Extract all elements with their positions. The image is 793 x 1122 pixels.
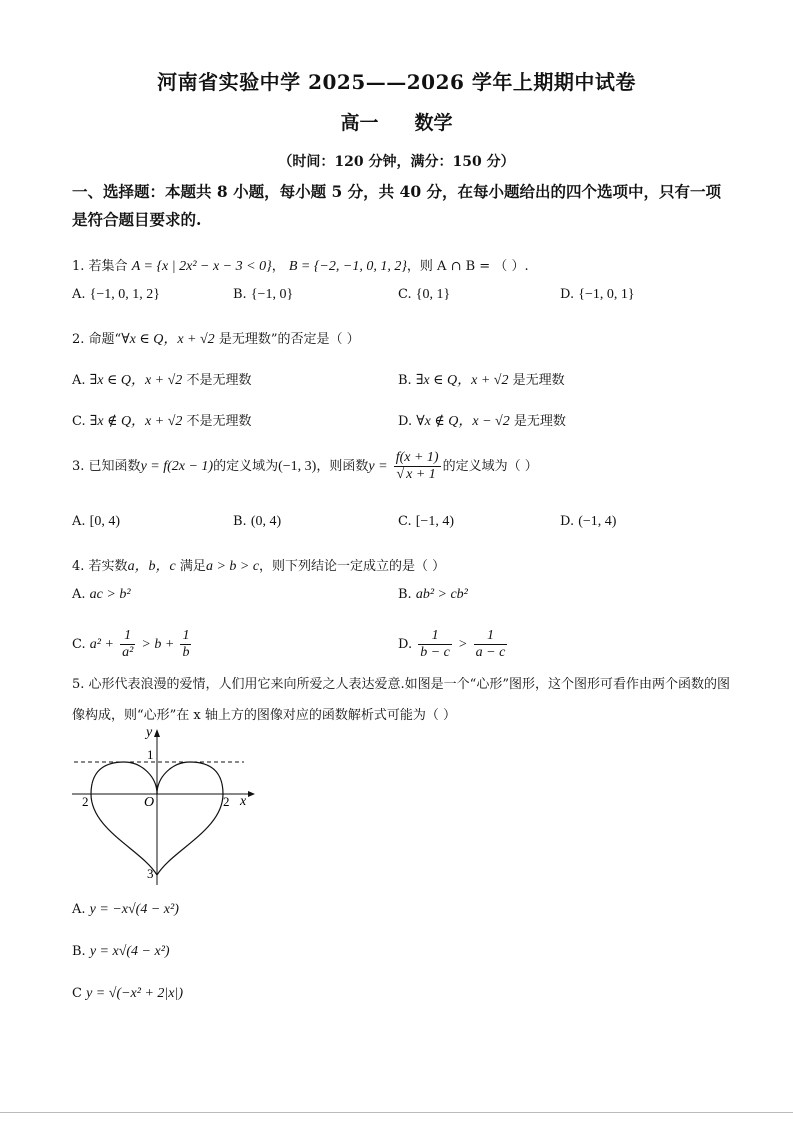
lower-right-curve — [157, 794, 223, 875]
tick-neg3: 3 — [147, 866, 154, 881]
exam-title: 河南省实验中学 2025——2026 学年上期期中试卷 — [157, 70, 636, 94]
q2-option-c[interactable]: C. ∃x ∉ Q，x + √2 不是无理数 — [72, 414, 252, 429]
q5-option-b[interactable]: B. y = x√(4 − x²) — [72, 944, 170, 959]
q1-option-b[interactable]: B. {−1, 0} — [233, 287, 294, 302]
time-info: （时间：120 分钟，满分：150 分） — [278, 154, 515, 170]
q1-set-b: B = {−2, −1, 0, 1, 2} — [288, 259, 407, 274]
x-axis-arrow — [248, 791, 255, 797]
q2-option-a[interactable]: A. ∃x ∈ Q，x + √2 不是无理数 — [72, 373, 252, 388]
question-2: 2. 命题“∀x ∈ Q，x + √2 是无理数”的否定是（ ） — [72, 332, 360, 347]
y-axis-arrow — [154, 729, 160, 737]
page-bottom-divider — [0, 1112, 793, 1113]
q3-fraction: $\frac{f(x + 1)}{√ x + 1}$ — [395, 450, 439, 482]
upper-left-curve — [91, 762, 157, 794]
q2-option-d[interactable]: D. ∀x ∉ Q，x − √2 是无理数 — [398, 414, 566, 429]
heart-graph — [72, 725, 262, 885]
q4-option-c[interactable]: C. a² + $\frac{1}{\text{a²}}$ > b + $\frac{1}{b}$ — [72, 628, 190, 660]
section-heading: 一、选择题：本题共 8 小题，每小题 5 分，共 40 分，在每小题给出的四个选项中，只有一项是符合题目要求的. — [72, 182, 722, 229]
q3-option-c[interactable]: C. [−1, 4) — [398, 514, 454, 529]
x-label: x — [240, 794, 247, 809]
grade: 高一 — [340, 112, 379, 134]
origin-label: O — [144, 795, 155, 810]
q3-option-b[interactable]: B. (0, 4) — [233, 514, 282, 529]
q4-option-a[interactable]: A. ac > b² — [72, 587, 131, 602]
q5-option-a[interactable]: A. y = −x√(4 − x²) — [72, 902, 179, 917]
tick-neg2: 2 — [82, 794, 89, 809]
y-label: y — [146, 725, 153, 740]
q1-option-d[interactable]: D. {−1, 0, 1} — [560, 287, 635, 302]
q1-number: 1. — [72, 259, 85, 274]
question-3: 3. 已知函数y = f(2x − 1)的定义域为(−1, 3)，则函数y = $\frac{f(x + 1)}{√ x + 1}$ 的定义域为（ ） — [72, 450, 538, 482]
q1-suffix: ，则 A ∩ B = （ ）. — [406, 259, 529, 274]
q1-prefix: 若集合 — [88, 259, 128, 274]
q1-option-c[interactable]: C. {0, 1} — [398, 287, 451, 302]
q3-option-a[interactable]: A. [0, 4) — [72, 514, 120, 529]
question-4: 4. 若实数a，b，c 满足a > b > c，则下列结论一定成立的是（ ） — [72, 559, 446, 574]
question-1: 1. 若集合 A = {x | 2x² − x − 3 < 0}， B = {−2, −1, 0, 1, 2}，则 A ∩ B = （ ）. — [72, 259, 529, 274]
q3-option-d[interactable]: D. (−1, 4) — [560, 514, 617, 529]
tick-1: 1 — [147, 747, 154, 762]
q2-option-b[interactable]: B. ∃x ∈ Q，x + √2 是无理数 — [398, 373, 565, 388]
question-5: 5. 心形代表浪漫的爱情，人们用它来向所爱之人表达爱意.如图是一个“心形”图形，这个图形可看作由两个函数的图像构成，则“心形”在 x 轴上方的图像对应的函数解析式可能为（ ） — [72, 677, 730, 723]
q1-option-a[interactable]: A. {−1, 0, 1, 2} — [72, 287, 161, 302]
q1-set-a: A = {x | 2x² − x − 3 < 0} — [131, 259, 272, 274]
upper-right-curve — [157, 762, 223, 794]
q4-option-d[interactable]: D. $\frac{1}{b - c}$ > $\frac{1}{a - c}$ — [398, 628, 506, 660]
exam-subtitle — [0, 108, 793, 135]
q5-option-c[interactable]: C y = √(−x² + 2|x|) — [72, 986, 183, 1001]
q4-option-b[interactable]: B. ab² > cb² — [398, 587, 468, 602]
subject: 数学 — [414, 112, 453, 134]
tick-pos2: 2 — [223, 794, 230, 809]
